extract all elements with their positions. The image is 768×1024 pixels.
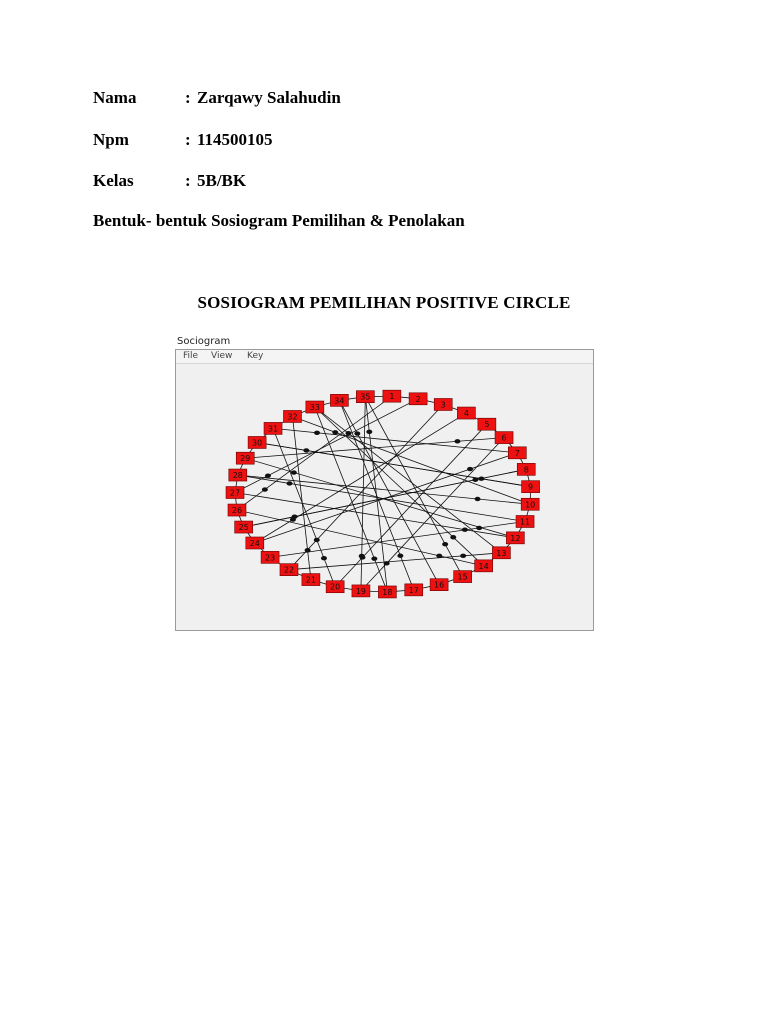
sociogram-window	[175, 349, 594, 631]
section-heading: Bentuk- bentuk Sosiogram Pemilihan & Penolakan	[93, 211, 465, 230]
choice-arrowhead	[397, 554, 403, 558]
field-label: Nama	[93, 88, 137, 107]
student-node-label: 5	[484, 420, 490, 430]
student-node[interactable]	[475, 560, 493, 572]
choice-arrowhead	[366, 430, 372, 434]
student-node-label: 15	[457, 572, 468, 582]
choice-arrowhead	[460, 554, 466, 558]
student-node[interactable]	[434, 398, 452, 410]
student-node-label: 2	[415, 394, 421, 404]
student-node[interactable]	[517, 463, 535, 475]
student-node[interactable]	[522, 481, 540, 493]
student-node-label: 14	[478, 561, 489, 571]
choice-arrowhead	[262, 487, 268, 491]
student-node[interactable]	[226, 487, 244, 499]
choice-line	[244, 469, 527, 527]
field-value: 114500105	[197, 130, 273, 149]
student-node[interactable]	[506, 532, 524, 544]
student-node-label: 13	[496, 548, 507, 558]
student-node[interactable]	[261, 551, 279, 563]
choice-arrowhead	[332, 430, 338, 434]
window-title: Sociogram	[177, 336, 231, 347]
student-node-label: 20	[330, 582, 341, 592]
student-node-label: 24	[249, 538, 260, 548]
student-node-label: 21	[305, 575, 316, 585]
student-node-label: 4	[463, 409, 469, 419]
choice-line	[292, 416, 310, 579]
student-node[interactable]	[356, 391, 374, 403]
menu-view[interactable]: View	[211, 351, 233, 361]
student-node[interactable]	[378, 586, 396, 598]
student-node-label: 1	[389, 392, 395, 402]
choice-arrowhead	[354, 431, 360, 435]
student-node-label: 17	[408, 585, 419, 595]
student-node[interactable]	[457, 407, 475, 419]
choice-arrowhead	[292, 514, 298, 518]
student-node[interactable]	[229, 469, 247, 481]
field-value: 5B/BK	[197, 171, 247, 190]
student-node-label: 9	[528, 482, 534, 492]
student-node-label: 23	[264, 553, 276, 563]
choice-arrowhead	[321, 556, 327, 560]
student-node-label: 28	[232, 471, 243, 481]
choice-arrowhead	[265, 473, 271, 477]
choice-arrowhead	[303, 448, 309, 452]
student-node[interactable]	[508, 447, 526, 459]
student-node[interactable]	[454, 571, 472, 583]
student-node-label: 10	[525, 500, 536, 510]
sociogram-graph	[176, 364, 593, 630]
student-node-label: 31	[267, 424, 279, 434]
choice-arrowhead	[287, 481, 293, 485]
student-node[interactable]	[383, 390, 401, 402]
student-node[interactable]	[330, 394, 348, 406]
student-node[interactable]	[306, 401, 324, 413]
choice-arrowhead	[314, 538, 320, 542]
choice-arrowhead	[314, 431, 320, 435]
student-node-label: 8	[523, 465, 529, 475]
student-node[interactable]	[521, 498, 539, 510]
student-node-label: 26	[231, 506, 243, 516]
student-node[interactable]	[492, 547, 510, 559]
student-node-label: 11	[519, 517, 531, 527]
menu-key[interactable]: Key	[247, 351, 264, 361]
choice-arrowhead	[454, 439, 460, 443]
student-node-label: 27	[229, 488, 241, 498]
student-node[interactable]	[302, 574, 320, 586]
choice-arrowhead	[345, 431, 351, 435]
choice-arrowhead	[371, 556, 377, 560]
figure-title: SOSIOGRAM PEMILIHAN POSITIVE CIRCLE	[197, 293, 571, 312]
field-value: Zarqawy Salahudin	[197, 88, 341, 107]
student-nodes	[226, 390, 540, 598]
student-node-label: 34	[334, 396, 345, 406]
field-separator: :	[185, 130, 191, 149]
choice-arrowhead	[475, 497, 481, 501]
student-node[interactable]	[352, 585, 370, 597]
field-label: Npm	[93, 130, 129, 149]
student-node-label: 29	[240, 454, 251, 464]
choice-line	[289, 553, 501, 570]
student-node[interactable]	[248, 436, 266, 448]
student-node[interactable]	[495, 432, 513, 444]
student-node[interactable]	[478, 418, 496, 430]
student-node-label: 6	[501, 433, 507, 443]
student-node[interactable]	[405, 584, 423, 596]
menu-bar	[176, 350, 593, 364]
field-separator: :	[185, 88, 191, 107]
student-node-label: 25	[238, 523, 249, 533]
student-node-label: 33	[309, 403, 320, 413]
choice-line	[273, 428, 517, 452]
student-node-label: 7	[514, 448, 520, 458]
choice-arrowhead	[450, 535, 456, 539]
student-node-label: 22	[283, 565, 295, 575]
student-node[interactable]	[236, 452, 254, 464]
student-node[interactable]	[430, 579, 448, 591]
menu-file[interactable]: File	[183, 351, 199, 361]
student-node[interactable]	[235, 521, 253, 533]
student-node-label: 32	[287, 412, 298, 422]
student-node-label: 12	[510, 533, 521, 543]
student-node[interactable]	[264, 422, 282, 434]
student-node-label: 19	[355, 586, 367, 596]
student-node-label: 35	[360, 392, 371, 402]
student-node[interactable]	[326, 581, 344, 593]
field-separator: :	[185, 171, 191, 190]
student-node[interactable]	[280, 564, 298, 576]
student-node-label: 3	[440, 400, 446, 410]
choice-arrowhead	[359, 555, 365, 559]
choice-line	[365, 394, 462, 577]
student-node-label: 30	[252, 438, 263, 448]
field-label: Kelas	[93, 171, 134, 190]
student-node-label: 18	[382, 587, 393, 597]
student-node[interactable]	[228, 504, 246, 516]
student-node-label: 16	[434, 580, 445, 590]
choice-arrowhead	[291, 470, 297, 474]
choice-arrowhead	[442, 542, 448, 546]
student-node[interactable]	[246, 537, 264, 549]
student-node[interactable]	[409, 393, 427, 405]
student-node[interactable]	[283, 410, 301, 422]
choice-arrowhead	[467, 467, 473, 471]
student-node[interactable]	[516, 515, 534, 527]
